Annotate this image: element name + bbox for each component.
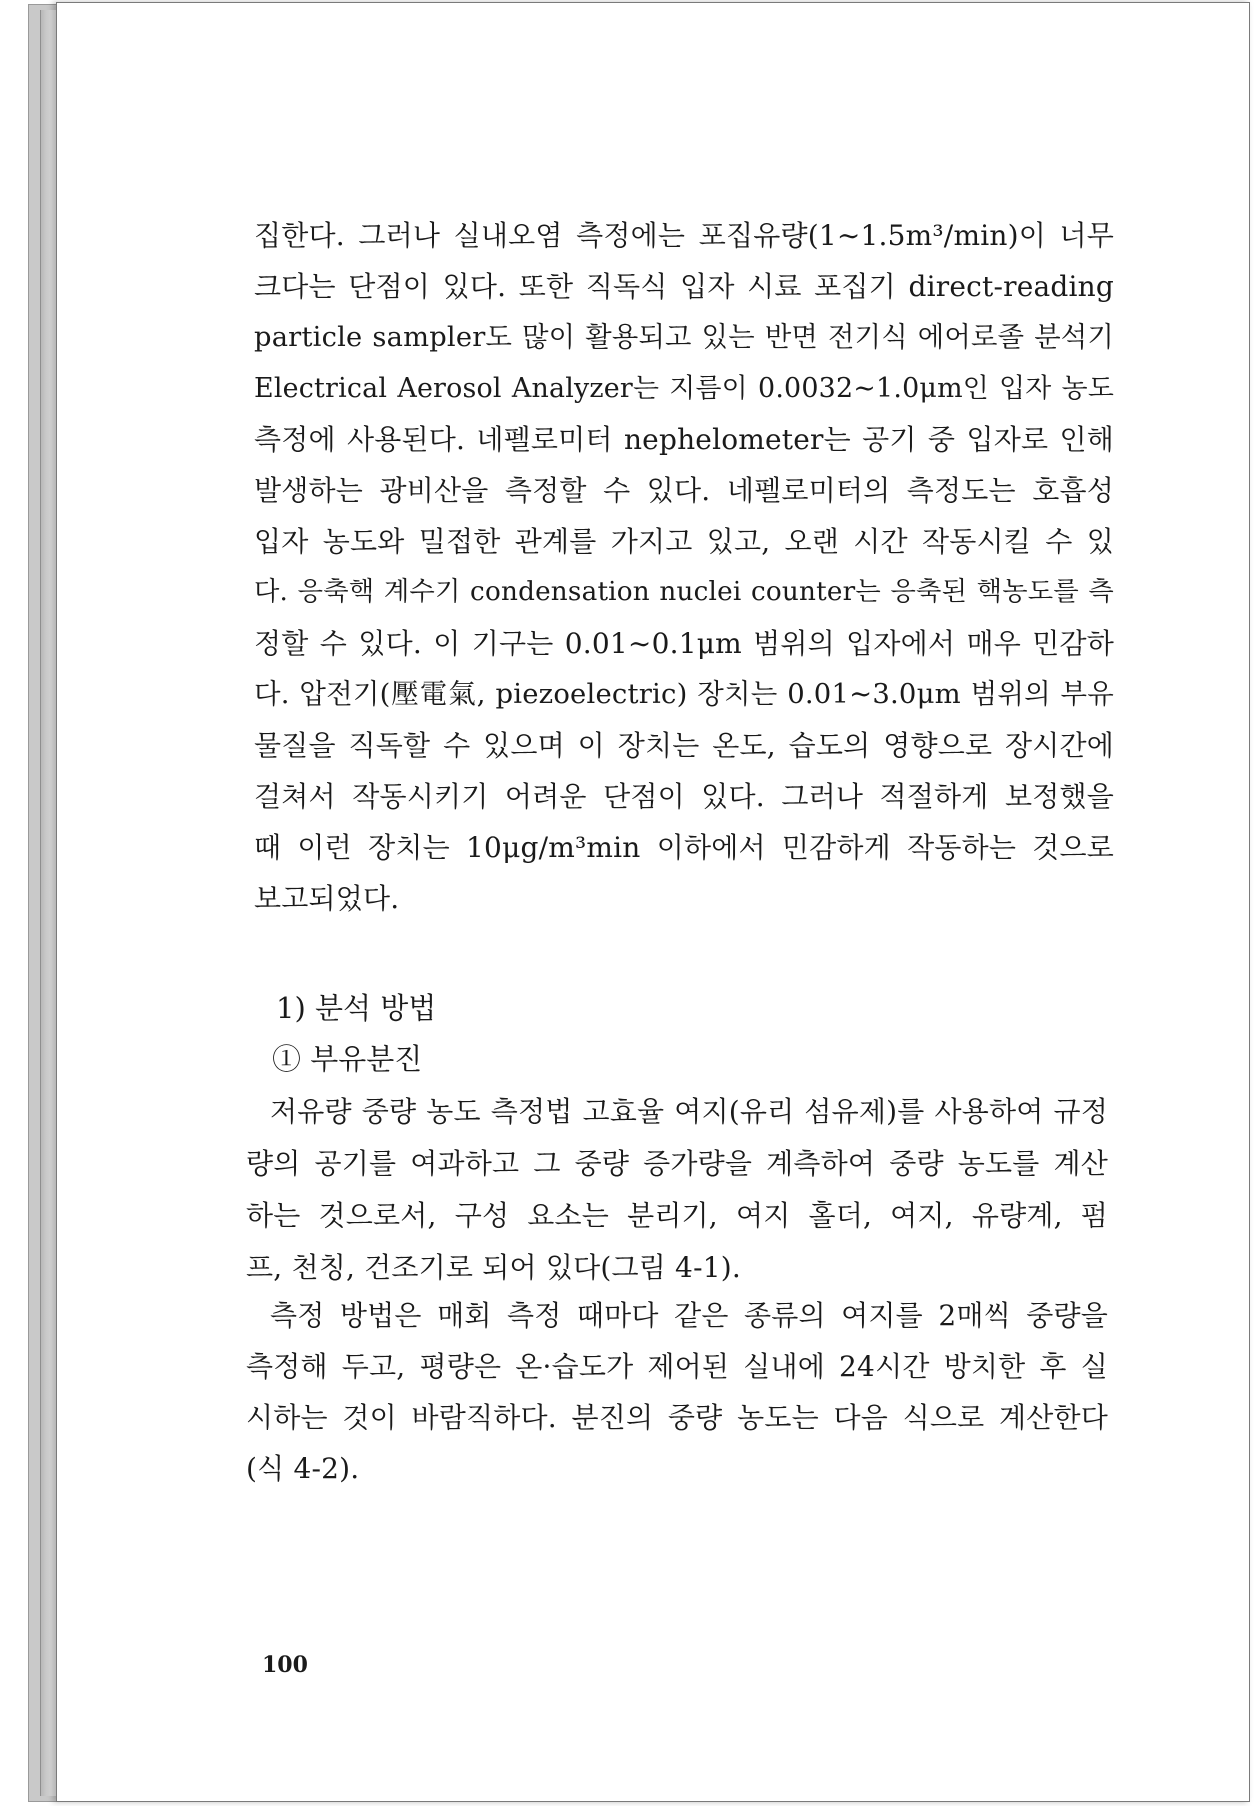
subsection-heading: ① 부유분진: [272, 1042, 423, 1076]
text-line: 다. 압전기(壓電氣, piezoelectric) 장치는 0.01∼3.0μm 범위의 부유: [254, 679, 1114, 710]
text-line: 측정해 두고, 평량은 온·습도가 제어된 실내에 24시간 방치한 후 실: [246, 1350, 1108, 1383]
text-line: 물질을 직독할 수 있으며 이 장치는 온도, 습도의 영향으로 장시간에: [254, 729, 1114, 762]
body-paragraph-1: [254, 210, 1114, 924]
text-line: 프, 천칭, 건조기로 되어 있다(그림 4-1).: [246, 1251, 741, 1284]
text-line: (식 4-2).: [246, 1452, 360, 1485]
text-line: 발생하는 광비산을 측정할 수 있다. 네펠로미터의 측정도는 호흡성: [254, 474, 1114, 507]
text-line: Electrical Aerosol Analyzer는 지름이 0.0032∼1.0μm인 입자 농도: [254, 373, 1114, 404]
text-line: 시하는 것이 바람직하다. 분진의 중량 농도는 다음 식으로 계산한다: [246, 1401, 1108, 1434]
text-line: 때 이런 장치는 10μg/m³min 이하에서 민감하게 작동하는 것으로: [254, 831, 1114, 864]
text-line: 하는 것으로서, 구성 요소는 분리기, 여지 홀더, 여지, 유량계, 펌: [246, 1199, 1108, 1232]
text-line: 측정 방법은 매회 측정 때마다 같은 종류의 여지를 2매씩 중량을: [270, 1299, 1108, 1332]
text-line: 저유량 중량 농도 측정법 고효율 여지(유리 섬유제)를 사용하여 규정: [270, 1095, 1108, 1128]
text-line: 측정에 사용된다. 네펠로미터 nephelometer는 공기 중 입자로 인해: [254, 423, 1114, 456]
text-line: 입자 농도와 밀접한 관계를 가지고 있고, 오랜 시간 작동시킬 수 있: [254, 525, 1114, 558]
text-line: 보고되었다.: [254, 882, 400, 915]
page-corner: [57, 3, 83, 29]
text-line: 크다는 단점이 있다. 또한 직독식 입자 시료 포집기 direct-reading: [254, 270, 1114, 303]
text-line: 정할 수 있다. 이 기구는 0.01∼0.1μm 범위의 입자에서 매우 민감하: [254, 627, 1114, 660]
text-line: 량의 공기를 여과하고 그 중량 증가량을 계측하여 중량 농도를 계산: [246, 1147, 1108, 1180]
text-line: 다. 응축핵 계수기 condensation nuclei counter는 응축된 핵농도를 측: [254, 577, 1114, 607]
body-paragraph-2: [246, 1086, 1108, 1294]
text-line: 집한다. 그러나 실내오염 측정에는 포집유량(1∼1.5m³/min)이 너무: [254, 219, 1114, 252]
text-line: 걸쳐서 작동시키기 어려운 단점이 있다. 그러나 적절하게 보정했을: [254, 780, 1114, 813]
page-number: 100: [262, 1652, 308, 1678]
text-line: particle sampler도 많이 활용되고 있는 반면 전기식 에어로졸 분석기: [254, 322, 1114, 353]
section-heading: 1) 분석 방법: [276, 991, 437, 1025]
body-paragraph-3: [246, 1290, 1108, 1494]
